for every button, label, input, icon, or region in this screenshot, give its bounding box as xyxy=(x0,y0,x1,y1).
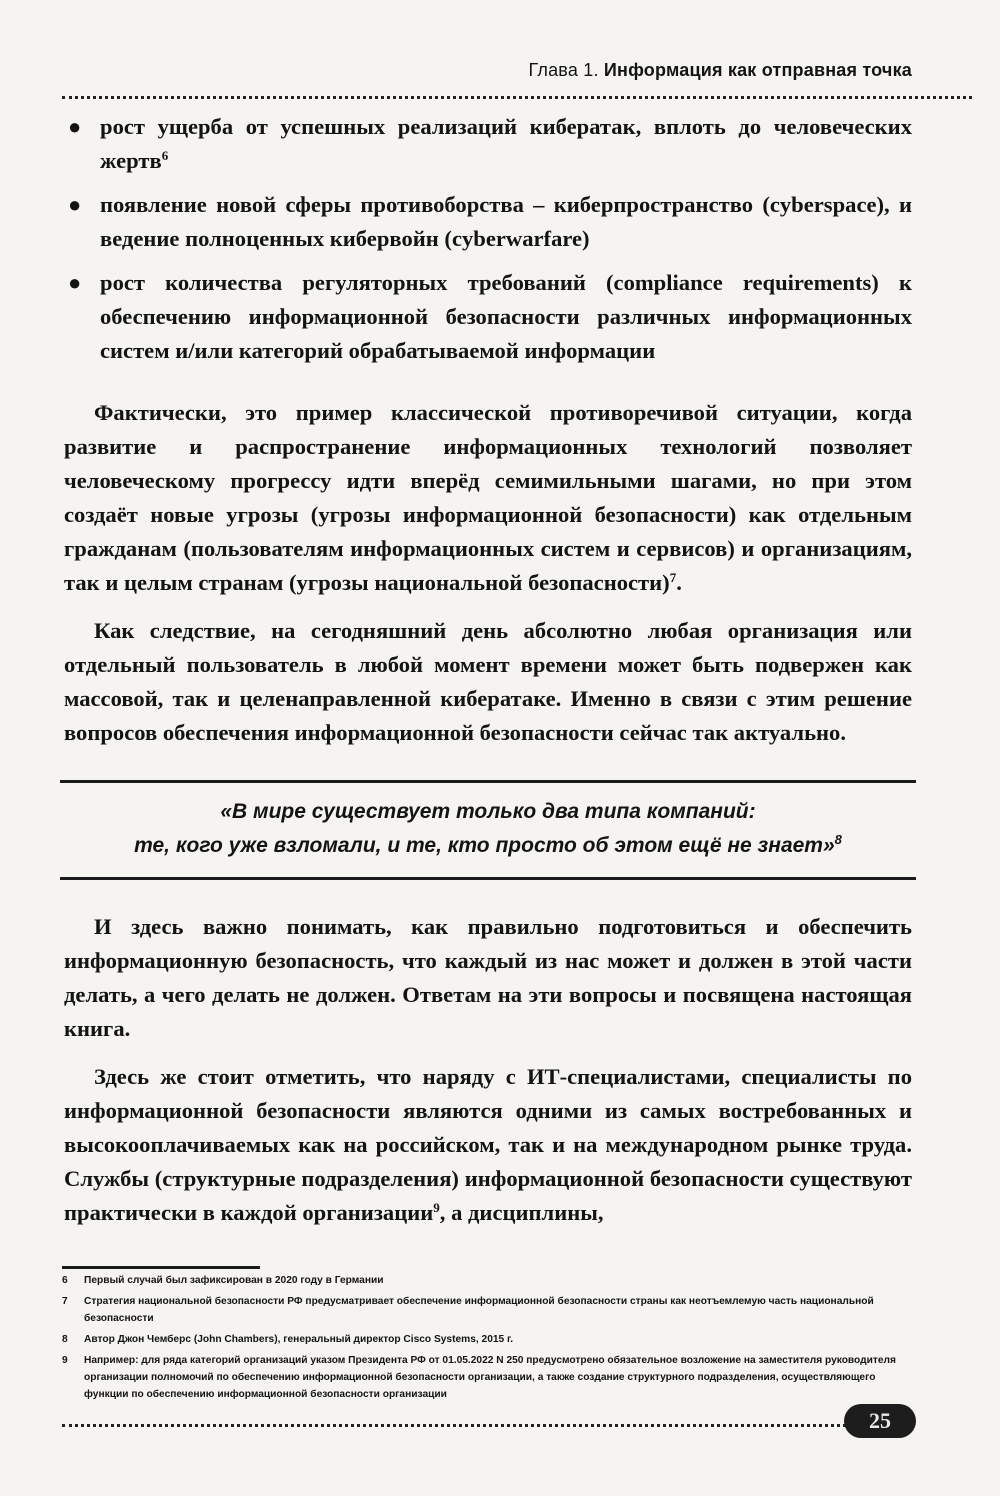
bullet-icon: ● xyxy=(68,192,82,217)
bullet-list xyxy=(64,110,912,368)
chapter-label: Глава 1. xyxy=(528,60,599,80)
chapter-title: Информация как отправная точка xyxy=(603,60,912,80)
list-item: ● рост количества регуляторных требований (compliance requirements) к обеспечению информационной безопасности различных информационных систем и/или категорий обрабатываемой информации xyxy=(64,266,912,368)
footnote-ref: 9 xyxy=(433,1200,440,1215)
bullet-icon: ● xyxy=(68,270,82,295)
footnote: 7 Стратегия национальной безопасности РФ предусматривает обеспечение информационной безопасности страны как неотъемлемую часть национальной безопасности xyxy=(62,1296,874,1324)
footnotes xyxy=(62,1272,902,1407)
running-header xyxy=(0,60,912,81)
footnote-ref: 8 xyxy=(834,832,842,847)
quote-line-1: «В мире существует только два типа компаний: xyxy=(220,800,756,823)
footnote: 6 Первый случай был зафиксирован в 2020 году в Германии xyxy=(62,1275,384,1286)
paragraph: Как следствие, на сегодняшний день абсолютно любая организация или отдельный пользователь в любой момент времени может быть подвержен как массовой, так и целенаправленной кибератаке. Именно в связи с этим решение вопросов обеспечения информационной безопасности сейчас так актуально. xyxy=(64,618,912,745)
main-text xyxy=(64,110,912,1230)
footnote-ref: 6 xyxy=(161,148,169,163)
page-number: 25 xyxy=(844,1404,916,1438)
epigraph-quote xyxy=(60,780,916,880)
list-item: ● появление новой сферы противоборства – киберпространство (cyberspace), и ведение полноценных кибервойн (cyberwarfare) xyxy=(64,188,912,256)
paragraph: И здесь важно понимать, как правильно подготовиться и обеспечить информационную безопасность, что каждый из нас может и должен в этой части делать, а чего делать не должен. Ответам на эти вопросы и посвящена настоящая книга. xyxy=(64,914,912,1041)
footnote: 9 Например: для ряда категорий организаций указом Президента РФ от 01.05.2022 N 250 предусмотрено обязательное возложение на заместителя руководителя организации полномочий по обеспечению информационной безопасности организации, а также создание структурного подразделения, осуществляющего функции по обеспечению информационной безопасности организации xyxy=(62,1355,896,1400)
bullet-icon: ● xyxy=(68,114,82,139)
footnote-separator xyxy=(62,1266,260,1269)
footnote: 8 Автор Джон Чемберс (John Chambers), генеральный директор Cisco Systems, 2015 г. xyxy=(62,1334,514,1345)
header-dotted-rule xyxy=(62,96,972,99)
paragraph: Здесь же стоит отметить, что наряду с ИТ-специалистами, специалисты по информационной безопасности являются одними из самых востребованных и высокооплачиваемых как на российском, так и на международном рынке труда. Службы (структурные подразделения) информационной безопасности существуют практически в каждой организации$^9$, а дисциплины, xyxy=(64,1064,912,1225)
quote-line-2: те, кого уже взломали, и те, кто просто об этом ещё не знает»$^8$ xyxy=(134,832,842,857)
paragraph: Фактически, это пример классической противоречивой ситуации, когда развитие и распространение информационных технологий позволяет человеческому прогрессу идти вперёд семимильными шагами, но при этом создаёт новые угрозы (угрозы информационной безопасности) как отдельным гражданам (пользователям информационных систем и сервисов) и организациям, так и целым странам (угрозы национальной безопасности)$^7$. xyxy=(64,400,912,595)
list-item: ● рост ущерба от успешных реализаций кибератак, вплоть до человеческих жертв$^6$ xyxy=(64,110,912,178)
footer-dotted-rule xyxy=(62,1424,852,1427)
footnote-ref: 7 xyxy=(669,570,677,585)
